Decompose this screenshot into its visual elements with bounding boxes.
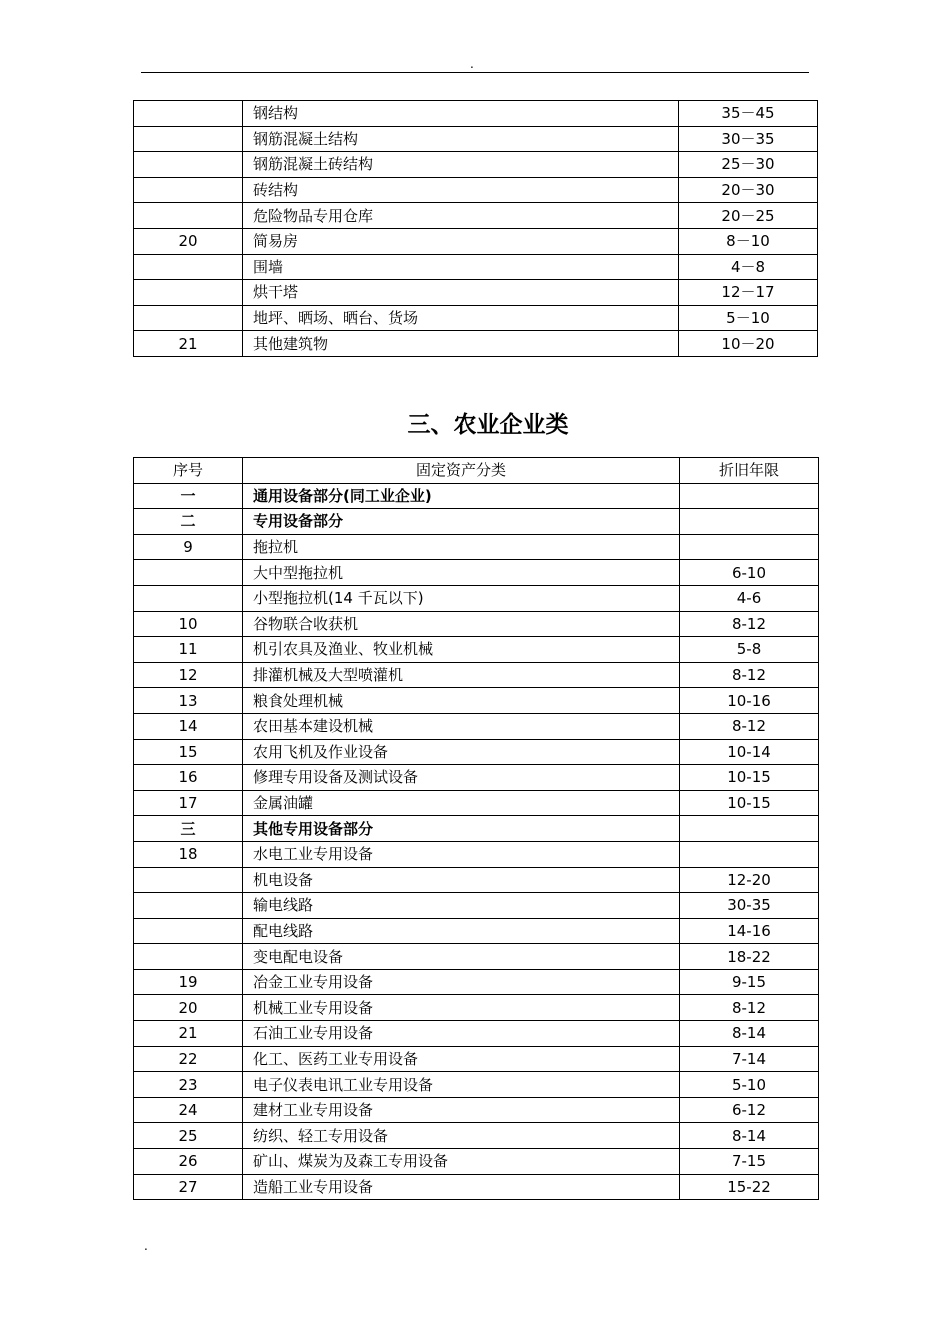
asset-category: 其他建筑物 bbox=[243, 331, 679, 357]
row-number: 11 bbox=[134, 637, 243, 663]
table-row bbox=[134, 918, 819, 944]
table-row bbox=[134, 841, 819, 867]
row-number bbox=[134, 254, 243, 280]
header-years: 折旧年限 bbox=[680, 458, 819, 484]
row-number: 14 bbox=[134, 713, 243, 739]
table-row bbox=[134, 560, 819, 586]
asset-category: 机引农具及渔业、牧业机械 bbox=[243, 637, 680, 663]
table-header bbox=[134, 458, 819, 484]
depreciation-years: 5-10 bbox=[680, 1072, 819, 1098]
row-number: 一 bbox=[134, 483, 243, 509]
depreciation-years: 6-10 bbox=[680, 560, 819, 586]
row-number: 22 bbox=[134, 1046, 243, 1072]
depreciation-years: 10-15 bbox=[680, 790, 819, 816]
table-row bbox=[134, 637, 819, 663]
table-row bbox=[134, 305, 818, 331]
asset-category: 其他专用设备部分 bbox=[243, 816, 680, 842]
table-row bbox=[134, 765, 819, 791]
row-number bbox=[134, 101, 243, 127]
asset-category: 排灌机械及大型喷灌机 bbox=[243, 662, 680, 688]
table-row bbox=[134, 867, 819, 893]
asset-category: 通用设备部分(同工业企业) bbox=[243, 483, 680, 509]
depreciation-years: 8-14 bbox=[680, 1021, 819, 1047]
asset-category: 矿山、煤炭为及森工专用设备 bbox=[243, 1149, 680, 1175]
asset-category: 危险物品专用仓库 bbox=[243, 203, 679, 229]
depreciation-years: 8－10 bbox=[679, 228, 818, 254]
depreciation-years: 8-12 bbox=[680, 611, 819, 637]
row-number bbox=[134, 893, 243, 919]
asset-category: 农用飞机及作业设备 bbox=[243, 739, 680, 765]
row-number: 26 bbox=[134, 1149, 243, 1175]
table-row bbox=[134, 995, 819, 1021]
asset-category: 造船工业专用设备 bbox=[243, 1174, 680, 1200]
row-number: 25 bbox=[134, 1123, 243, 1149]
table-row bbox=[134, 483, 819, 509]
table-row bbox=[134, 1174, 819, 1200]
table-row bbox=[134, 534, 819, 560]
row-number bbox=[134, 203, 243, 229]
depreciation-years: 30－35 bbox=[679, 126, 818, 152]
depreciation-years: 30-35 bbox=[680, 893, 819, 919]
asset-category: 纺织、轻工专用设备 bbox=[243, 1123, 680, 1149]
asset-category: 钢结构 bbox=[243, 101, 679, 127]
row-number: 16 bbox=[134, 765, 243, 791]
table-row bbox=[134, 739, 819, 765]
header-category: 固定资产分类 bbox=[243, 458, 680, 484]
asset-category: 谷物联合收获机 bbox=[243, 611, 680, 637]
asset-category: 输电线路 bbox=[243, 893, 680, 919]
row-number bbox=[134, 126, 243, 152]
asset-category: 金属油罐 bbox=[243, 790, 680, 816]
row-number: 19 bbox=[134, 969, 243, 995]
header-mark: . bbox=[470, 57, 474, 71]
row-number: 12 bbox=[134, 662, 243, 688]
table-row bbox=[134, 203, 818, 229]
row-number: 21 bbox=[134, 1021, 243, 1047]
asset-category: 冶金工业专用设备 bbox=[243, 969, 680, 995]
row-number: 20 bbox=[134, 995, 243, 1021]
table-row bbox=[134, 126, 818, 152]
depreciation-years bbox=[680, 816, 819, 842]
asset-category: 变电配电设备 bbox=[243, 944, 680, 970]
table-row bbox=[134, 969, 819, 995]
depreciation-years: 7-15 bbox=[680, 1149, 819, 1175]
agriculture-table-body bbox=[134, 483, 819, 1200]
header-rule bbox=[141, 72, 809, 73]
row-number: 二 bbox=[134, 509, 243, 535]
depreciation-years bbox=[680, 509, 819, 535]
row-number bbox=[134, 152, 243, 178]
depreciation-years: 20－25 bbox=[679, 203, 818, 229]
table-row bbox=[134, 177, 818, 203]
depreciation-years: 8-12 bbox=[680, 713, 819, 739]
depreciation-years: 5-8 bbox=[680, 637, 819, 663]
depreciation-years: 4－8 bbox=[679, 254, 818, 280]
depreciation-years: 4-6 bbox=[680, 585, 819, 611]
table-row bbox=[134, 152, 818, 178]
asset-category: 地坪、晒场、晒台、货场 bbox=[243, 305, 679, 331]
table-row bbox=[134, 944, 819, 970]
row-number: 21 bbox=[134, 331, 243, 357]
agriculture-depreciation-table bbox=[133, 457, 819, 1200]
depreciation-years: 5－10 bbox=[679, 305, 818, 331]
asset-category: 配电线路 bbox=[243, 918, 680, 944]
table-row bbox=[134, 228, 818, 254]
table-row bbox=[134, 331, 818, 357]
asset-category: 简易房 bbox=[243, 228, 679, 254]
asset-category: 修理专用设备及测试设备 bbox=[243, 765, 680, 791]
row-number: 三 bbox=[134, 816, 243, 842]
table-row bbox=[134, 1149, 819, 1175]
depreciation-years: 9-15 bbox=[680, 969, 819, 995]
table-row bbox=[134, 688, 819, 714]
depreciation-years: 6-12 bbox=[680, 1097, 819, 1123]
row-number: 15 bbox=[134, 739, 243, 765]
asset-category: 石油工业专用设备 bbox=[243, 1021, 680, 1047]
depreciation-years: 8-12 bbox=[680, 662, 819, 688]
table-row bbox=[134, 662, 819, 688]
row-number: 24 bbox=[134, 1097, 243, 1123]
depreciation-years: 20－30 bbox=[679, 177, 818, 203]
row-number bbox=[134, 918, 243, 944]
depreciation-years: 10-15 bbox=[680, 765, 819, 791]
depreciation-years: 10－20 bbox=[679, 331, 818, 357]
header-number: 序号 bbox=[134, 458, 243, 484]
asset-category: 电子仪表电讯工业专用设备 bbox=[243, 1072, 680, 1098]
table-row bbox=[134, 790, 819, 816]
depreciation-years: 25－30 bbox=[679, 152, 818, 178]
asset-category: 农田基本建设机械 bbox=[243, 713, 680, 739]
asset-category: 机电设备 bbox=[243, 867, 680, 893]
row-number: 20 bbox=[134, 228, 243, 254]
asset-category: 机械工业专用设备 bbox=[243, 995, 680, 1021]
table-row bbox=[134, 816, 819, 842]
asset-category: 钢筋混凝土砖结构 bbox=[243, 152, 679, 178]
depreciation-years: 8-14 bbox=[680, 1123, 819, 1149]
asset-category: 化工、医药工业专用设备 bbox=[243, 1046, 680, 1072]
row-number: 13 bbox=[134, 688, 243, 714]
table-row bbox=[134, 585, 819, 611]
table-row bbox=[134, 509, 819, 535]
depreciation-years: 14-16 bbox=[680, 918, 819, 944]
depreciation-years: 12－17 bbox=[679, 280, 818, 306]
asset-category: 粮食处理机械 bbox=[243, 688, 680, 714]
depreciation-years: 8-12 bbox=[680, 995, 819, 1021]
asset-category: 建材工业专用设备 bbox=[243, 1097, 680, 1123]
row-number bbox=[134, 867, 243, 893]
depreciation-years bbox=[680, 534, 819, 560]
row-number: 10 bbox=[134, 611, 243, 637]
table-row bbox=[134, 713, 819, 739]
depreciation-years: 7-14 bbox=[680, 1046, 819, 1072]
table-row bbox=[134, 101, 818, 127]
depreciation-years: 15-22 bbox=[680, 1174, 819, 1200]
table-row bbox=[134, 1046, 819, 1072]
table-row bbox=[134, 611, 819, 637]
depreciation-years: 10-16 bbox=[680, 688, 819, 714]
depreciation-years: 35－45 bbox=[679, 101, 818, 127]
row-number bbox=[134, 280, 243, 306]
row-number: 9 bbox=[134, 534, 243, 560]
depreciation-years: 12-20 bbox=[680, 867, 819, 893]
table-row bbox=[134, 1021, 819, 1047]
table-row bbox=[134, 254, 818, 280]
table-row bbox=[134, 280, 818, 306]
row-number: 18 bbox=[134, 841, 243, 867]
depreciation-years: 18-22 bbox=[680, 944, 819, 970]
asset-category: 专用设备部分 bbox=[243, 509, 680, 535]
table-row bbox=[134, 1072, 819, 1098]
depreciation-years bbox=[680, 841, 819, 867]
row-number bbox=[134, 585, 243, 611]
depreciation-years: 10-14 bbox=[680, 739, 819, 765]
depreciation-years bbox=[680, 483, 819, 509]
building-table-body bbox=[134, 101, 818, 357]
asset-category: 小型拖拉机(14 千瓦以下) bbox=[243, 585, 680, 611]
row-number: 27 bbox=[134, 1174, 243, 1200]
table-row bbox=[134, 893, 819, 919]
asset-category: 大中型拖拉机 bbox=[243, 560, 680, 586]
row-number: 23 bbox=[134, 1072, 243, 1098]
asset-category: 拖拉机 bbox=[243, 534, 680, 560]
footer-mark: . bbox=[144, 1239, 148, 1253]
table-row bbox=[134, 1123, 819, 1149]
row-number bbox=[134, 944, 243, 970]
row-number: 17 bbox=[134, 790, 243, 816]
building-depreciation-table bbox=[133, 100, 818, 357]
asset-category: 钢筋混凝土结构 bbox=[243, 126, 679, 152]
asset-category: 水电工业专用设备 bbox=[243, 841, 680, 867]
row-number bbox=[134, 305, 243, 331]
row-number bbox=[134, 177, 243, 203]
table-row bbox=[134, 1097, 819, 1123]
section-title: 三、农业企业类 bbox=[407, 412, 569, 438]
asset-category: 烘干塔 bbox=[243, 280, 679, 306]
header-row bbox=[134, 458, 819, 484]
asset-category: 砖结构 bbox=[243, 177, 679, 203]
asset-category: 围墙 bbox=[243, 254, 679, 280]
row-number bbox=[134, 560, 243, 586]
